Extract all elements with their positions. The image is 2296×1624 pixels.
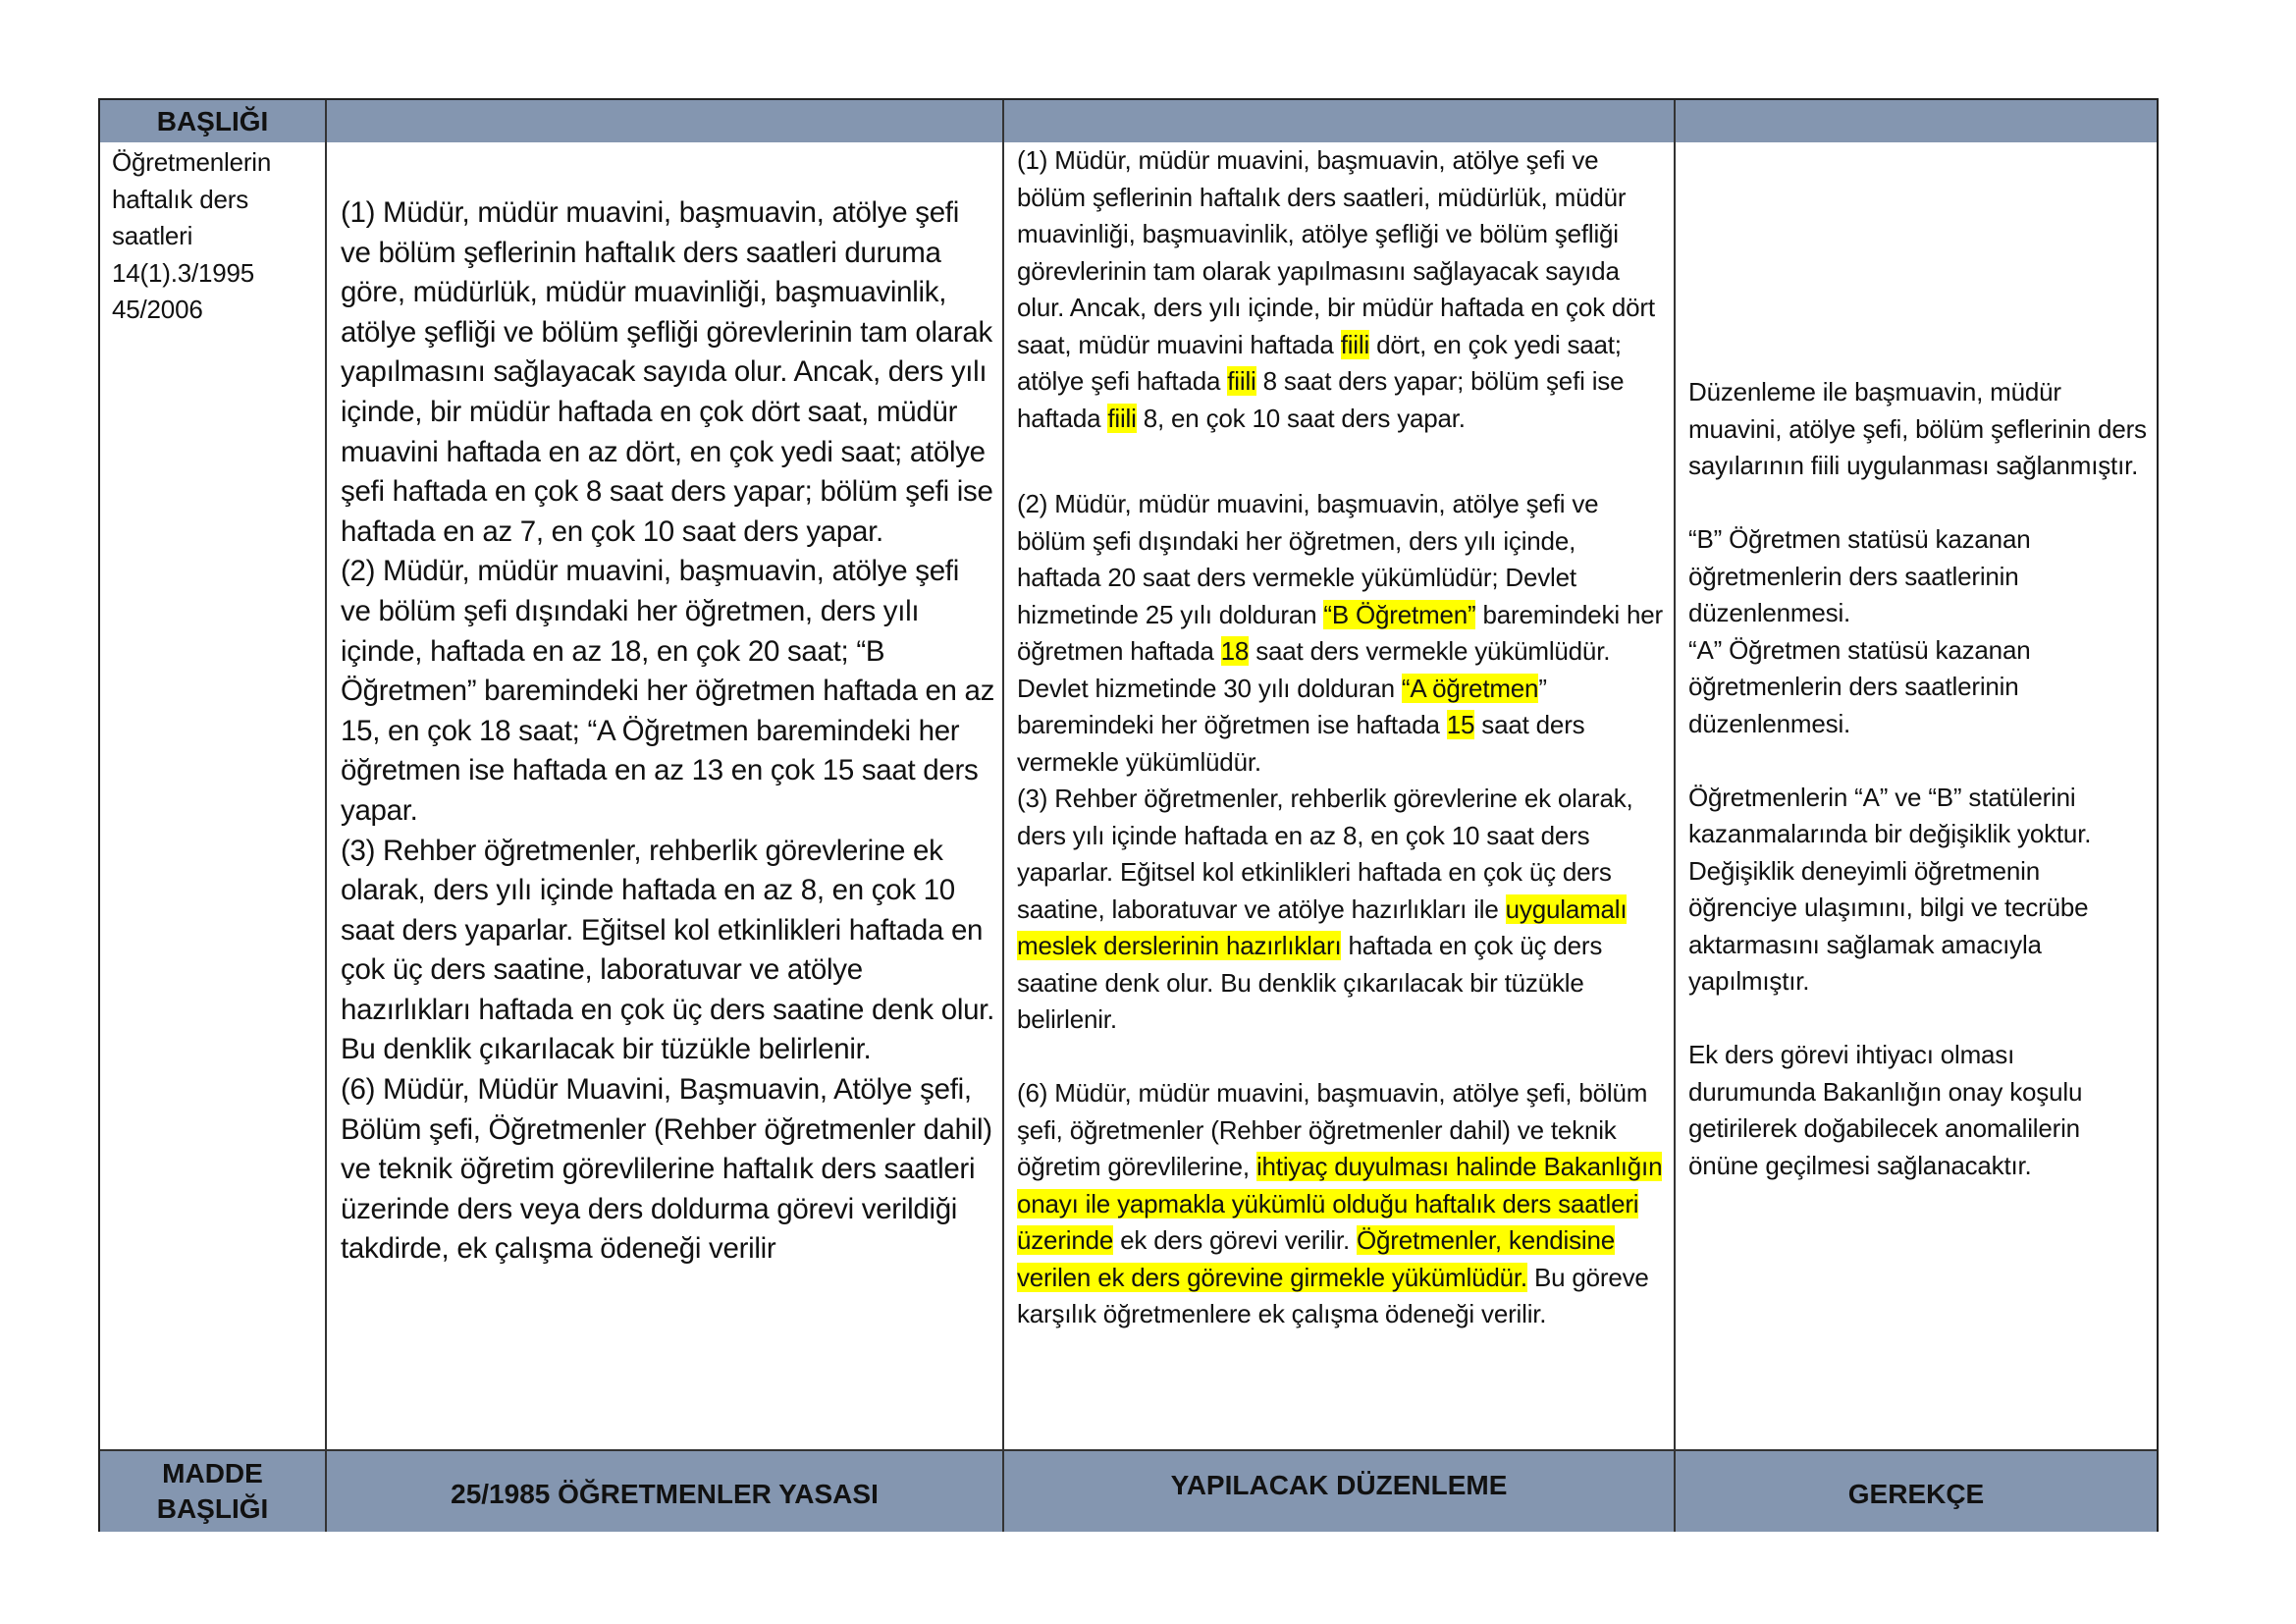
text-run: ek ders görevi verilir.	[1113, 1225, 1358, 1255]
text-run: baremindeki her öğretmen haftada	[1017, 599, 1663, 666]
highlight: 15	[1446, 710, 1475, 739]
highlight: “B Öğretmen”	[1323, 599, 1476, 629]
header-cell-proposed	[1002, 100, 1674, 142]
text-run: (6) Müdür, müdür muavini, başmuavin, atölye şefi, bölüm şefi, öğretmenler (Rehber öğretmenler dahil) ve teknik öğretim görevlilerine,	[1017, 1078, 1648, 1181]
proposed-paragraph-2	[1017, 486, 1664, 781]
justification-text	[1688, 374, 2147, 1184]
text-run: 8 saat ders yapar; bölüm şefi ise haftada	[1017, 366, 1625, 433]
footer-cell-law: 25/1985 ÖĞRETMENLER YASASI	[325, 1451, 1002, 1532]
proposed-paragraph-1	[1017, 142, 1664, 437]
law-paragraph-2: (2) Müdür, müdür muavini, başmuavin, atölye şefi ve bölüm şefi dışındaki her öğretmen, ders yılı içinde, haftada en az 18, en çok 20 saat; “B Öğretmen” baremindeki her öğretmen haftada en az 15, en çok 18 saat; “A Öğretmen baremindeki her öğretmen ise haftada en az 13 en çok 15 saat ders yapar.	[341, 555, 995, 827]
text-run: (2) Müdür, müdür muavini, başmuavin, atölye şefi ve bölüm şefi dışındaki her öğretmen, ders yılı içinde, haftada 20 saat ders vermekle yükümlüdür; Devlet hizmetinde 25 yılı dolduran	[1017, 489, 1599, 629]
footer-title-line1: MADDE	[162, 1458, 263, 1489]
title-line: haftalık ders	[112, 184, 249, 214]
law-paragraph-3: (3) Rehber öğretmenler, rehberlik görevlerine ek olarak, ders yılı içinde haftada en az 8, en çok 10 saat ders yaparlar. Eğitsel kol etkinlikleri haftada en çok üç ders saatine, laboratuvar ve atölye hazırlıkları haftada en çok üç ders saatine denk olur. Bu denklik çıkarılacak bir tüzükle belirlenir.	[341, 834, 994, 1066]
highlight: Öğretmenler, kendisine verilen ek ders görevine girmekle yükümlüdür.	[1017, 1225, 1615, 1292]
text-run: 8, en çok 10 saat ders yapar.	[1136, 403, 1466, 433]
text-run: dört, en çok yedi saat; atölye şefi haftada	[1017, 329, 1622, 396]
highlight: fiili	[1227, 366, 1256, 396]
law-paragraph-6: (6) Müdür, Müdür Muavini, Başmuavin, Atölye şefi, Bölüm şefi, Öğretmenler (Rehber öğretmenler dahil) ve teknik öğretim görevlilerine haftalık ders saatleri üzerinde ders veya ders doldurma görevi verildiği takdirde, ek çalışma ödeneği verilir	[341, 1073, 992, 1266]
footer-title-line2: BAŞLIĞI	[156, 1493, 269, 1524]
highlight: 18	[1220, 636, 1250, 666]
header-cell-title: BAŞLIĞI	[156, 105, 269, 136]
article-title-cell	[100, 142, 325, 1449]
justification-paragraph-5: Ek ders görevi ihtiyacı olması durumunda Bakanlığın onay koşulu getirilerek doğabilecek anomalilerin önüne geçilmesi sağlanacaktır.	[1688, 1040, 2083, 1180]
justification-paragraph-3: “A” Öğretmen statüsü kazanan öğretmenlerin ders saatlerinin düzenlenmesi.	[1688, 634, 2031, 738]
current-law-cell	[325, 142, 1002, 1449]
text-run: (1) Müdür, müdür muavini, başmuavin, atölye şefi ve bölüm şeflerinin haftalık ders saatleri, müdürlük, müdür muavinliği, başmuavinlik, atölye şefliği ve bölüm şefliği görevlerinin tam olarak yapılmasını sağlayacak sayıda olur. Ancak, ders yılı içinde, bir müdür haftada en çok dört saat, müdür muavini haftada	[1017, 145, 1655, 359]
proposed-paragraph-6	[1017, 1075, 1664, 1333]
text-run: saat ders vermekle yükümlüdür. Devlet hizmetinde 30 yılı dolduran	[1017, 636, 1611, 703]
footer-cell-justification: GEREKÇE	[1674, 1451, 2157, 1532]
text-run: haftada en çok üç ders saatine denk olur. Bu denklik çıkarılacak bir tüzükle belirlenir.	[1017, 931, 1603, 1034]
title-line: 45/2006	[112, 295, 203, 324]
proposed-change-text	[1017, 142, 1664, 1333]
article-row	[100, 142, 2157, 1449]
proposed-change-cell	[1002, 142, 1674, 1449]
title-line: saatleri	[112, 221, 193, 250]
footer-header-row	[100, 1449, 2157, 1532]
title-line: Öğretmenlerin	[112, 147, 272, 177]
comparison-table	[98, 98, 2159, 1532]
header-cell-law	[325, 100, 1002, 142]
text-run: saat ders vermekle yükümlüdür.	[1017, 710, 1585, 777]
justification-paragraph-4: Öğretmenlerin “A” ve “B” statülerini kazanmalarında bir değişiklik yoktur. Değişiklik deneyimli öğretmenin öğrenciye ulaşımını, bilgi ve tecrübe aktarmasını sağlamak amacıyla yapılmıştır.	[1688, 782, 2092, 996]
current-law-text	[341, 193, 996, 1270]
footer-cell-title	[100, 1451, 325, 1532]
justification-paragraph-1: Düzenleme ile başmuavin, müdür muavini, atölye şefi, bölüm şeflerinin ders sayılarının fiili uygulanması sağlanmıştır.	[1688, 377, 2147, 480]
highlight: fiili	[1340, 329, 1370, 359]
law-paragraph-1: (1) Müdür, müdür muavini, başmuavin, atölye şefi ve bölüm şeflerinin haftalık ders saatleri duruma göre, müdürlük, müdür muavinliği, başmuavinlik, atölye şefliği ve bölüm şefliği görevlerinin tam olarak yapılmasını sağlayacak sayıda olur. Ancak, ders yılı içinde, bir müdür haftada en çok dört saat, müdür muavini haftada en az dört, en çok yedi saat; atölye şefi haftada en çok 8 saat ders yapar; bölüm şefi ise haftada en az 7, en çok 10 saat ders yapar.	[341, 196, 993, 548]
highlight: ihtiyaç duyulması halinde Bakanlığın onayı ile yapmakla yükümlü olduğu haftalık ders saatleri üzerinde	[1017, 1152, 1663, 1255]
text-run: (3) Rehber öğretmenler, rehberlik görevlerine ek olarak, ders yılı içinde haftada en az 8, en çok 10 saat ders yaparlar. Eğitsel kol etkinlikleri haftada en çok üç ders saatine, laboratuvar ve atölye hazırlıkları ile	[1017, 784, 1633, 924]
justification-paragraph-2: “B” Öğretmen statüsü kazanan öğretmenlerin ders saatlerinin düzenlenmesi.	[1688, 524, 2031, 627]
header-cell-justification	[1674, 100, 2157, 142]
footer-cell-proposed: YAPILACAK DÜZENLEME	[1002, 1451, 1674, 1532]
highlight: uygulamalı meslek derslerinin hazırlıkları	[1017, 893, 1628, 960]
proposed-paragraph-3	[1017, 781, 1664, 1039]
text-run: Bu göreve karşılık öğretmenlere ek çalışma ödeneği verilir.	[1017, 1262, 1649, 1328]
highlight: fiili	[1107, 403, 1137, 433]
text-run: ” baremindeki her öğretmen ise haftada	[1017, 673, 1547, 739]
highlight: “A öğretmen	[1401, 673, 1539, 703]
article-title	[112, 144, 315, 329]
title-line: 14(1).3/1995	[112, 257, 255, 288]
justification-cell	[1674, 142, 2157, 1449]
top-header-row	[100, 100, 2157, 144]
